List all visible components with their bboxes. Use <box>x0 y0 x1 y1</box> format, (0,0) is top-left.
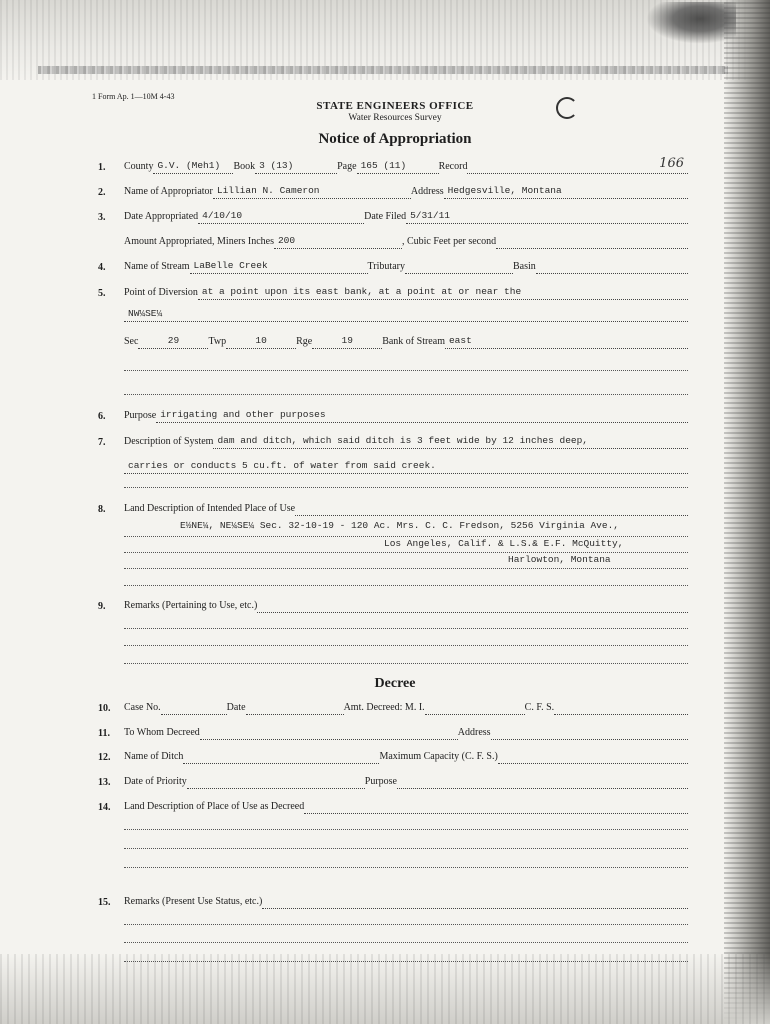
row-amount <box>100 233 688 249</box>
book-value[interactable]: 3 (13) <box>255 160 337 174</box>
blank-line[interactable] <box>124 584 688 586</box>
decree-purpose-value[interactable] <box>397 786 688 789</box>
twp-value[interactable]: 10 <box>226 335 296 349</box>
blank-line[interactable] <box>124 828 688 830</box>
item-number: 12. <box>98 752 111 763</box>
row-remarks <box>100 597 688 613</box>
case-value[interactable] <box>161 712 227 715</box>
item-number: 3. <box>98 212 106 223</box>
address-label: Address <box>410 186 444 197</box>
amount-label: Amount Appropriated, Miners Inches <box>124 236 274 247</box>
row-system <box>100 433 688 449</box>
diversion-continued[interactable]: NW¼SE¼ <box>124 308 688 322</box>
cfs-label: , Cubic Feet per second <box>401 236 497 247</box>
whom-value[interactable] <box>200 737 458 740</box>
stream-label: Name of Stream <box>124 261 190 272</box>
decree-date-label: Date <box>226 702 246 713</box>
item-number: 2. <box>98 187 106 198</box>
row-location <box>100 333 688 349</box>
date-appropriated-value[interactable]: 4/10/10 <box>198 210 364 224</box>
decree-address-value[interactable] <box>491 737 688 740</box>
item-number: 10. <box>98 703 111 714</box>
land-text-1: E½NE¼, NE¼SE¼ Sec. 32-10-19 - 120 Ac. Mrs. C. C. Fredson, 5256 Virginia Ave., <box>180 520 619 531</box>
blank-line[interactable] <box>124 662 688 664</box>
county-label: County <box>124 161 154 172</box>
decree-heading: Decree <box>374 676 416 691</box>
case-label: Case No. <box>124 702 161 713</box>
rge-label: Rge <box>296 336 313 347</box>
item-number: 9. <box>98 601 106 612</box>
blank-line[interactable] <box>124 627 688 629</box>
land-label: Land Description of Intended Place of Use <box>124 503 296 514</box>
blank-line[interactable] <box>124 960 688 962</box>
decree-land-value[interactable] <box>304 811 688 814</box>
blank-line[interactable] <box>124 486 688 488</box>
rge-value[interactable]: 19 <box>312 335 382 349</box>
whom-label: To Whom Decreed <box>124 727 200 738</box>
decree-cfs-value[interactable] <box>554 712 688 715</box>
ditch-label: Name of Ditch <box>124 751 184 762</box>
decree-remarks-value[interactable] <box>262 906 688 909</box>
priority-label: Date of Priority <box>124 776 187 787</box>
tributary-value[interactable] <box>405 271 513 274</box>
decree-address-label: Address <box>457 727 491 738</box>
appropriator-label: Name of Appropriator <box>124 186 213 197</box>
decree-date-value[interactable] <box>246 712 344 715</box>
land-text-3: Harlowton, Montana <box>508 554 611 565</box>
land-line-2[interactable] <box>124 551 688 553</box>
amt-decreed-value[interactable] <box>425 712 525 715</box>
diversion-value[interactable]: at a point upon its east bank, at a point at or near the <box>198 286 688 300</box>
blank-line[interactable] <box>124 369 688 371</box>
twp-label: Twp <box>208 336 227 347</box>
decree-land-label: Land Description of Place of Use as Decreed <box>124 801 305 812</box>
basin-value[interactable] <box>536 271 688 274</box>
ink-blot <box>646 2 736 44</box>
item-number: 8. <box>98 504 106 515</box>
cfs-value[interactable] <box>496 246 688 249</box>
land-value[interactable] <box>295 513 688 516</box>
item-number: 15. <box>98 897 111 908</box>
row-decree-remarks <box>100 893 688 909</box>
form-identifier: 1 Form Ap. 1—10M 4-43 <box>92 92 175 101</box>
system-value[interactable]: dam and ditch, which said ditch is 3 feet wide by 12 inches deep, <box>213 435 688 449</box>
amount-value[interactable]: 200 <box>274 235 402 249</box>
record-value[interactable]: 166 <box>467 156 688 174</box>
item-number: 11. <box>98 728 110 739</box>
stream-value[interactable]: LaBelle Creek <box>190 260 368 274</box>
blank-line[interactable] <box>124 923 688 925</box>
row-land <box>100 500 688 516</box>
book-label: Book <box>233 161 256 172</box>
capacity-value[interactable] <box>498 761 688 764</box>
office-heading: STATE ENGINEERS OFFICE <box>316 100 474 112</box>
capacity-label: Maximum Capacity (C. F. S.) <box>379 751 498 762</box>
item-number: 13. <box>98 777 111 788</box>
blank-line[interactable] <box>124 941 688 943</box>
ditch-value[interactable] <box>183 761 379 764</box>
appropriator-value[interactable]: Lillian N. Cameron <box>213 185 411 199</box>
date-appropriated-label: Date Appropriated <box>124 211 199 222</box>
scan-noise-right <box>724 0 770 1024</box>
tributary-label: Tributary <box>367 261 405 272</box>
sec-label: Sec <box>124 336 139 347</box>
form-title: Notice of Appropriation <box>318 131 472 147</box>
item-number: 5. <box>98 288 106 299</box>
remarks-value[interactable] <box>257 610 688 613</box>
item-number: 7. <box>98 437 106 448</box>
system-continued[interactable]: carries or conducts 5 cu.ft. of water from said creek. <box>124 460 688 474</box>
row-diversion-cont <box>100 306 688 322</box>
page-value[interactable]: 165 (11) <box>357 160 439 174</box>
priority-value[interactable] <box>187 786 365 789</box>
row-ditch <box>100 748 688 764</box>
row-case <box>100 699 688 715</box>
purpose-value[interactable]: irrigating and other purposes <box>156 409 688 423</box>
row-purpose <box>100 407 688 423</box>
scan-noise-bottom <box>0 954 770 1024</box>
item-number: 4. <box>98 262 106 273</box>
bank-label: Bank of Stream <box>382 336 445 347</box>
sec-value[interactable]: 29 <box>138 335 208 349</box>
row-stream <box>100 258 688 274</box>
row-diversion <box>100 284 688 300</box>
date-filed-value[interactable]: 5/31/11 <box>406 210 688 224</box>
amt-decreed-label: Amt. Decreed: M. I. <box>343 702 425 713</box>
row-appropriator <box>100 183 688 199</box>
land-line-1[interactable] <box>124 535 688 537</box>
diversion-label: Point of Diversion <box>124 287 198 298</box>
row-whom <box>100 724 688 740</box>
item-number: 6. <box>98 411 106 422</box>
bank-value[interactable]: east <box>445 335 688 349</box>
decree-remarks-label: Remarks (Present Use Status, etc.) <box>124 896 263 907</box>
blank-line[interactable] <box>124 393 688 395</box>
blank-line[interactable] <box>124 866 688 868</box>
address-value[interactable]: Hedgesville, Montana <box>444 185 688 199</box>
row-priority <box>100 773 688 789</box>
county-value[interactable]: G.V. (Meh1) <box>153 160 233 174</box>
row-dates <box>100 208 688 224</box>
blank-line[interactable] <box>124 847 688 849</box>
paper-edge <box>38 66 728 74</box>
decree-purpose-label: Purpose <box>364 776 397 787</box>
purpose-label: Purpose <box>124 410 157 421</box>
land-text-2: Los Angeles, Calif. & L.S.& E.F. McQuitty, <box>384 538 624 549</box>
page-label: Page <box>337 161 357 172</box>
basin-label: Basin <box>512 261 536 272</box>
land-line-3[interactable] <box>124 567 688 569</box>
item-number: 1. <box>98 162 106 173</box>
system-label: Description of System <box>124 436 214 447</box>
row-county <box>100 158 688 174</box>
decree-cfs-label: C. F. S. <box>524 702 555 713</box>
item-number: 14. <box>98 802 111 813</box>
date-filed-label: Date Filed <box>364 211 407 222</box>
remarks-label: Remarks (Pertaining to Use, etc.) <box>124 600 258 611</box>
survey-subheading: Water Resources Survey <box>348 113 442 123</box>
row-system-cont <box>100 458 688 474</box>
record-label: Record <box>438 161 468 172</box>
row-decree-land <box>100 798 688 814</box>
blank-line[interactable] <box>124 644 688 646</box>
